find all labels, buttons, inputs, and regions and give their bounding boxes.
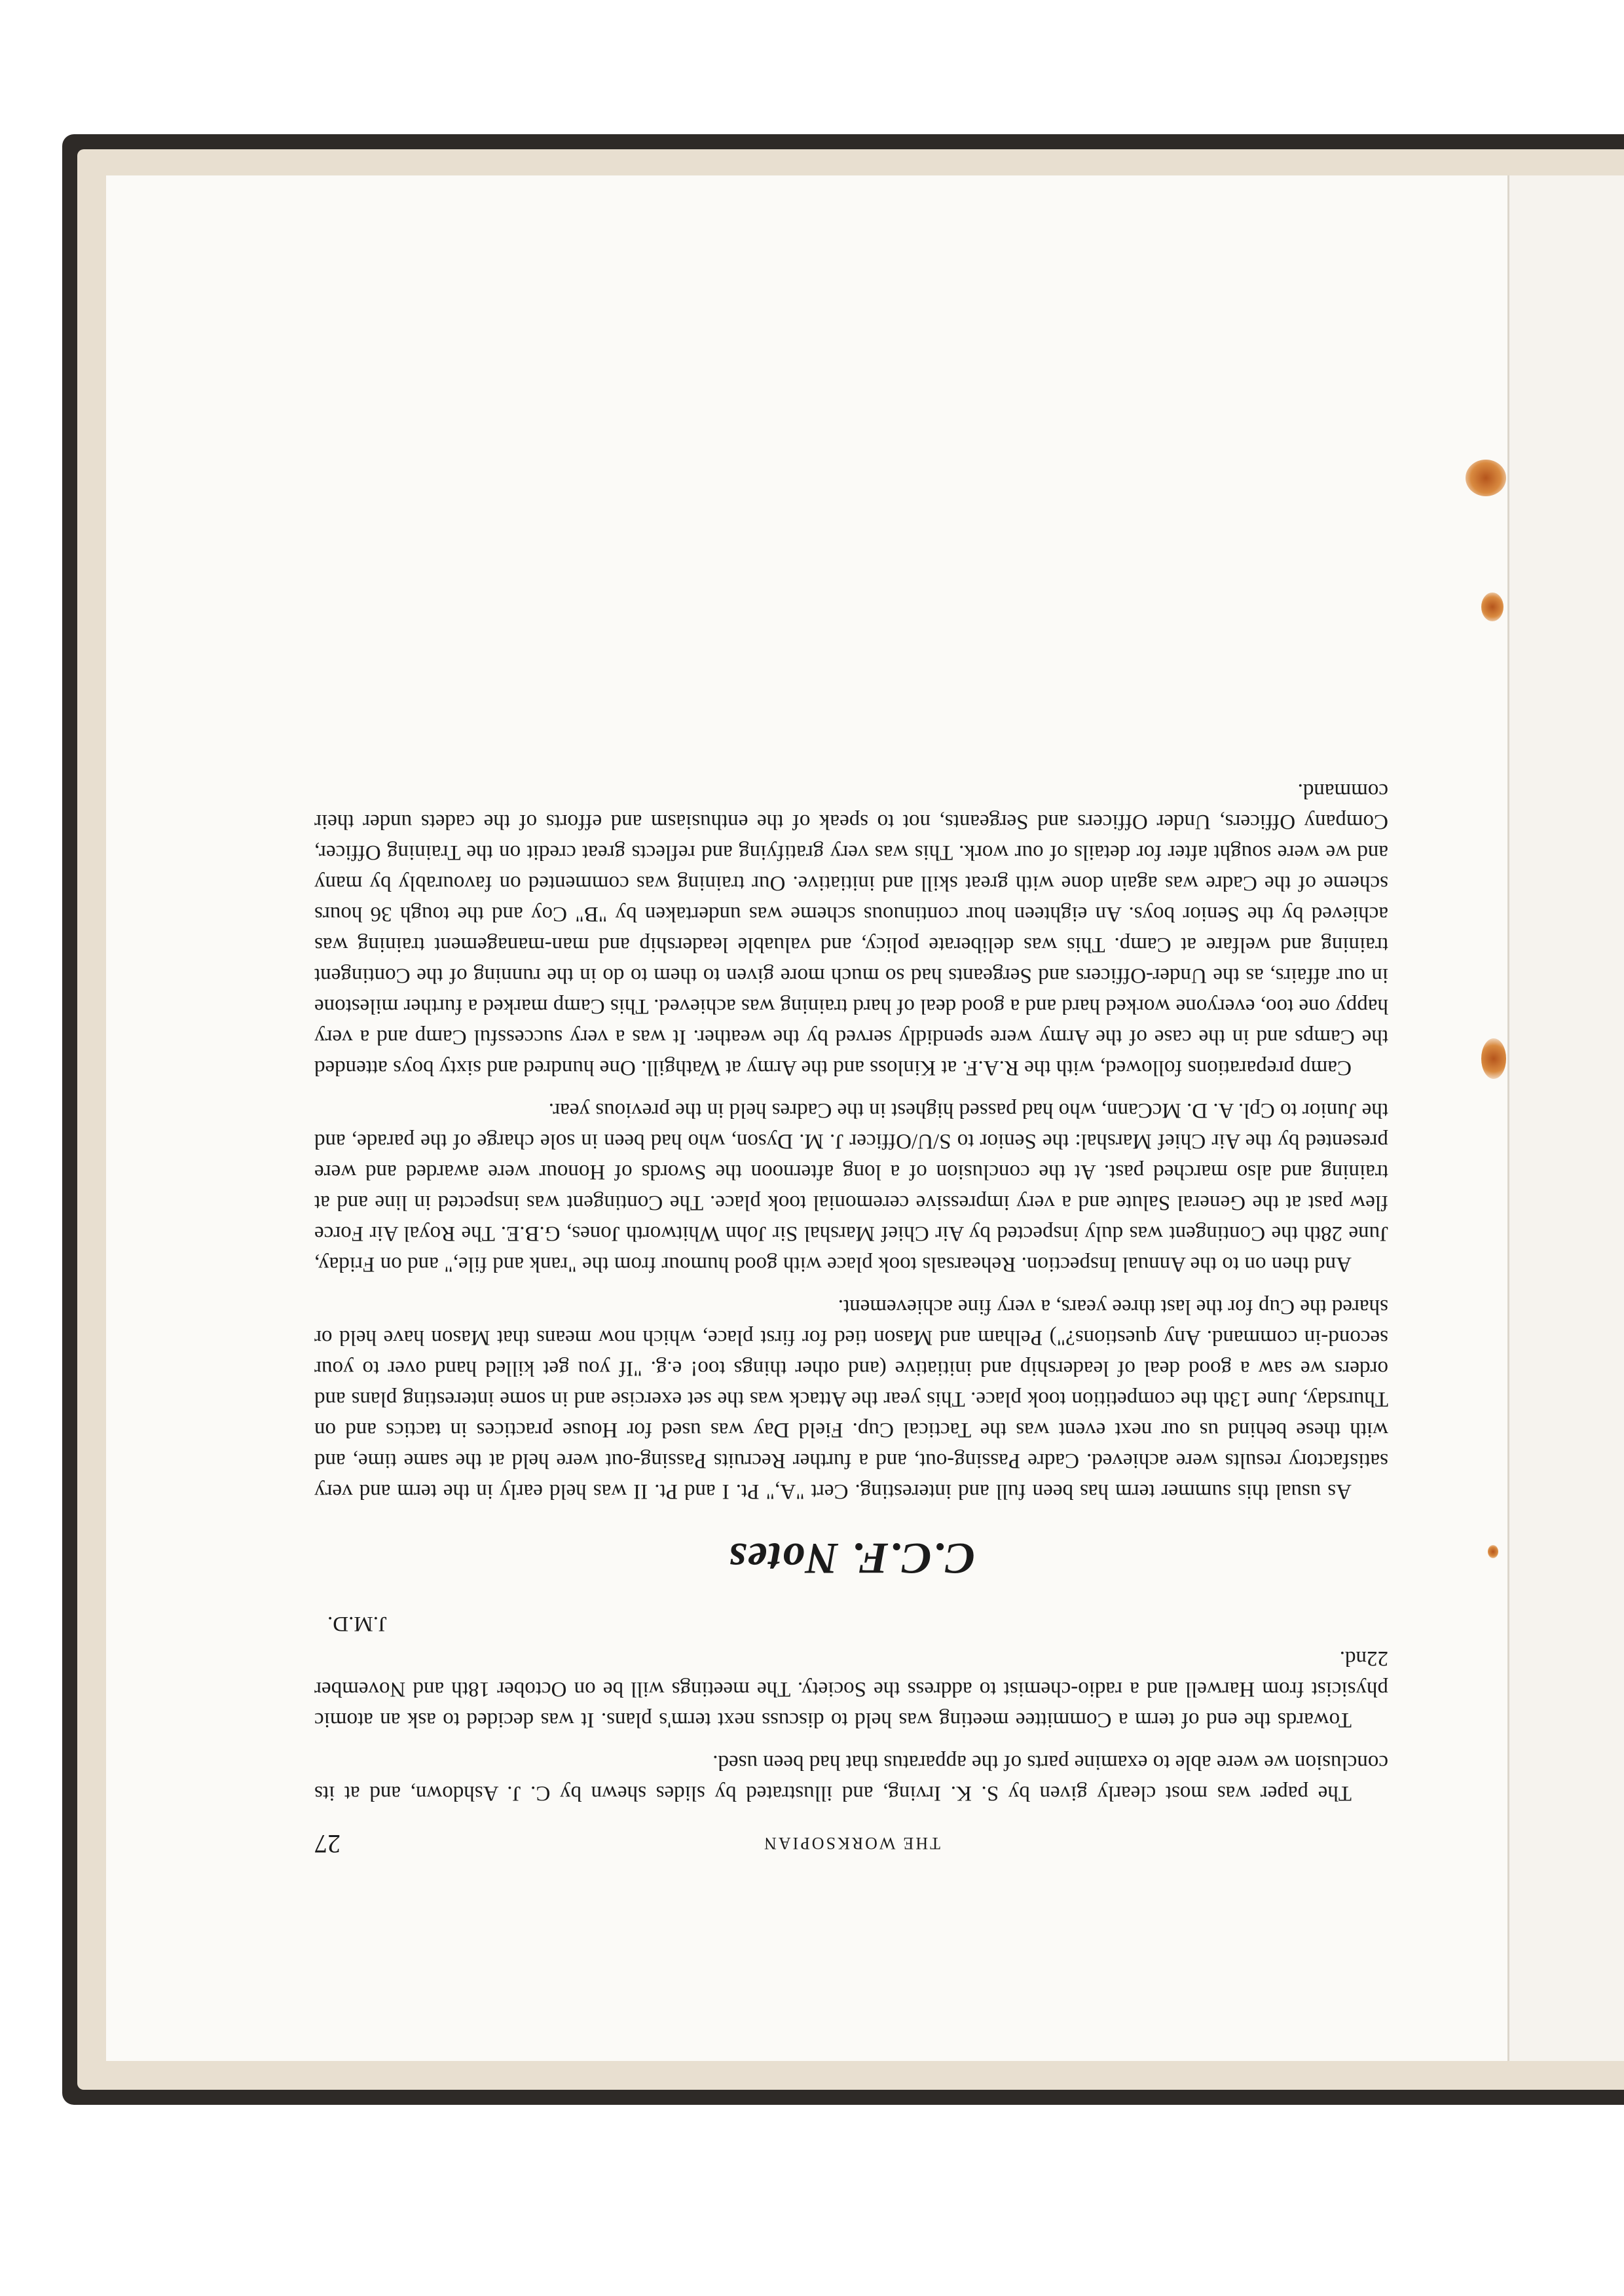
page-content <box>314 367 1388 1859</box>
signature: J.M.D. <box>327 1612 387 1635</box>
paragraph: Towards the end of term a Committee meeting was held to discuss next term's plans. It was decided to ask an atomic physicist from Harwell and a radio-chemist to address the Society. The meetings will be on October 18th and November 22nd. <box>314 1647 1388 1732</box>
rust-stain <box>1481 1038 1506 1079</box>
running-head <box>314 1820 1388 1859</box>
rust-stain <box>1481 592 1504 621</box>
paragraph: As usual this summer term has been full and interesting. Cert "A," Pt. I and Pt. II was held early in the term and very satisfactory results were achieved. Cadre Passing-out, and a further Recruits Passing-out were held at the same time, and with these behind us our next event was the Tactical Cup. Field Day was used for House practices in tactics and on Thursday, June 13th the competition took place. This year the Attack was the set exercise and in some interesting plans and orders we saw a good deal of leadership and initiative (and other things too! e.g. "If you get killed hand over to your second-in command. Any questions?") Pelham and Mason tied for first place, which now means that Mason have held or shared the Cup for the last three years, a very fine achievement. <box>314 1295 1388 1503</box>
rust-stain <box>1488 1545 1498 1558</box>
paragraph: The paper was most clearly given by S. K. Irving, and illustrated by slides shewn by C. J. Ashdown, and at its conclusion we were able to examine parts of the apparatus that had been used. <box>314 1751 1388 1805</box>
paragraph: Camp preparations followed, with the R.A.F. at Kinloss and the Army at Wathgill. One hundred and sixty boys attended the Camps and in the case of the Army were spendidly served by the weather. It was a very successful Camp and a very happy one too, everyone worked hard and a good deal of hard training was achieved. This Camp marked a further milestone in our affairs, as the Under-Officers and Sergeants had so much more given to them to do in the running of the Contingent training and welfare at Camp. This was deliberate policy, and valuable leadership and man-management training was achieved by the Senior boys. An eighteen hour continuous scheme was undertaken by "B" Coy and the tough 36 hours scheme of the Cadre was again done with great skill and initiative. Our training was commented on favourably by many and we were sought after for details of our work. This was very gratifying and reflects great credit on the Training Officer, Company Officers, Under Officers and Sergeants, not to speak of the enthusiasm and efforts of the cadets under their command. <box>314 779 1388 1080</box>
facing-page-edge <box>1507 175 1624 2061</box>
page-number: 27 <box>314 1829 341 1859</box>
paragraph: And then on to the Annual Inspection. Rehearsals took place with good humour from the "rank and file," and on Friday, June 28th the Contingent was duly inspected by Air Chief Marshal Sir John Whitworth Jones, G.B.E. The Royal Air Force flew past at the General Salute and a very impressive ceremonial took place. The Contingent was inspected in line and at training and also marched past. At the conclusion of a long afternoon the Swords of Honour were awarded and were presented by the Air Chief Marshal: the Senior to S/U/Officer J. M. Dyson, who had been in sole charge of the parade, and the Junior to Cpl. A. D. McCann, who had passed highest in the Cadres held in the previous year. <box>314 1099 1388 1276</box>
section-title: C.C.F. Notes <box>728 1534 975 1584</box>
running-head-title: THE WORKSOPIAN <box>762 1834 940 1853</box>
rust-stain <box>1466 460 1506 496</box>
